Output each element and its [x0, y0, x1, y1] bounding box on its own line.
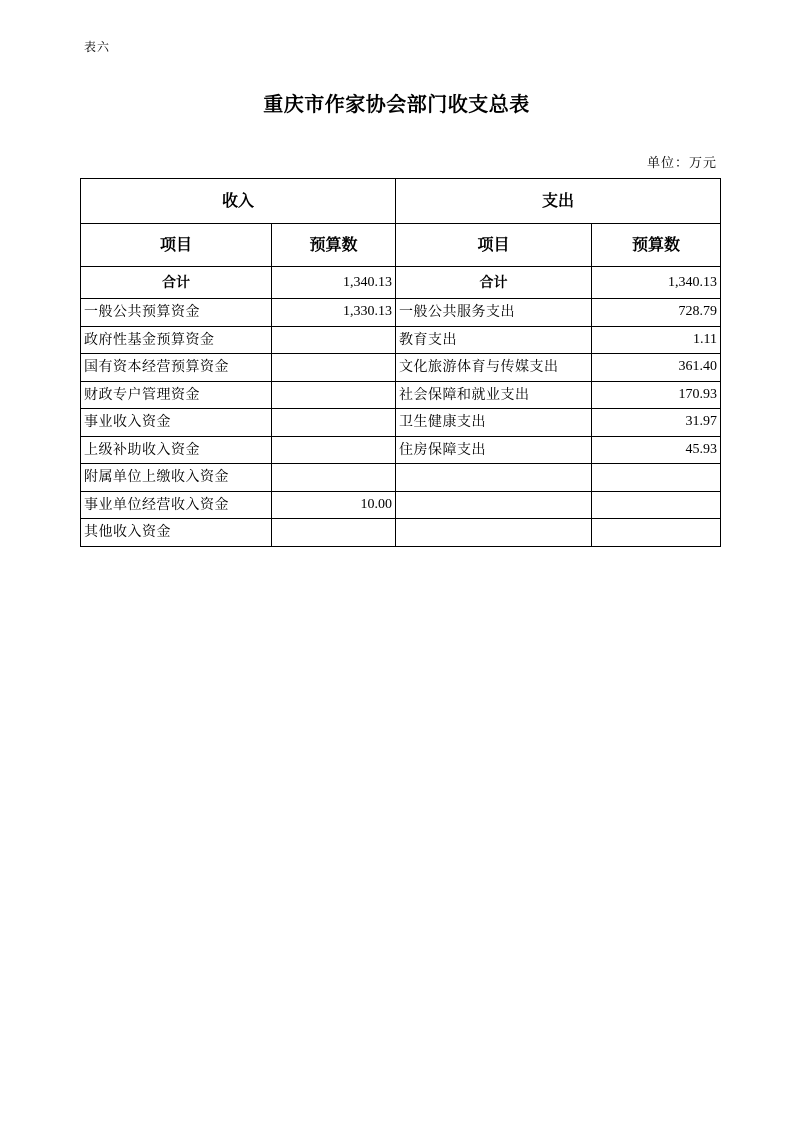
expense-value-cell — [592, 491, 721, 519]
total-row — [81, 267, 721, 299]
expense-item-cell: 文化旅游体育与传媒支出 — [396, 354, 592, 382]
income-total-label: 合计 — [81, 267, 272, 299]
table-row — [81, 381, 721, 409]
income-item-cell: 财政专户管理资金 — [81, 381, 272, 409]
table-row — [81, 354, 721, 382]
section-header-row — [81, 179, 721, 224]
page-title: 重庆市作家协会部门收支总表 — [263, 92, 530, 116]
income-budget-column-header: 预算数 — [272, 224, 396, 267]
income-item-cell: 事业单位经营收入资金 — [81, 491, 272, 519]
expense-item-cell: 住房保障支出 — [396, 436, 592, 464]
income-value-cell — [272, 326, 396, 354]
income-value-cell — [272, 464, 396, 492]
income-value-cell — [272, 409, 396, 437]
expense-item-cell: 卫生健康支出 — [396, 409, 592, 437]
income-section-header: 收入 — [81, 179, 396, 224]
income-item-cell: 一般公共预算资金 — [81, 299, 272, 327]
income-item-cell: 事业收入资金 — [81, 409, 272, 437]
table-row — [81, 491, 721, 519]
expense-value-cell: 361.40 — [592, 354, 721, 382]
income-value-cell — [272, 354, 396, 382]
expense-value-cell: 1.11 — [592, 326, 721, 354]
expense-value-cell: 31.97 — [592, 409, 721, 437]
expense-value-cell: 170.93 — [592, 381, 721, 409]
table-row — [81, 464, 721, 492]
income-value-cell: 1,330.13 — [272, 299, 396, 327]
expense-item-cell — [396, 464, 592, 492]
expense-item-column-header: 项目 — [396, 224, 592, 267]
expense-value-cell: 728.79 — [592, 299, 721, 327]
income-value-cell — [272, 436, 396, 464]
column-header-row — [81, 224, 721, 267]
expense-value-cell — [592, 519, 721, 547]
expense-total-label: 合计 — [396, 267, 592, 299]
income-item-cell: 上级补助收入资金 — [81, 436, 272, 464]
expense-item-cell: 教育支出 — [396, 326, 592, 354]
expense-value-cell: 45.93 — [592, 436, 721, 464]
table-row — [81, 326, 721, 354]
expense-item-cell: 社会保障和就业支出 — [396, 381, 592, 409]
income-total-value: 1,340.13 — [272, 267, 396, 299]
income-item-cell: 国有资本经营预算资金 — [81, 354, 272, 382]
income-item-column-header: 项目 — [81, 224, 272, 267]
unit-label: 单位：万元 — [646, 156, 717, 171]
expense-total-value: 1,340.13 — [592, 267, 721, 299]
table-row — [81, 436, 721, 464]
table-row — [81, 299, 721, 327]
table-number-label: 表六 — [84, 40, 111, 54]
expense-value-cell — [592, 464, 721, 492]
income-item-cell: 其他收入资金 — [81, 519, 272, 547]
income-item-cell: 政府性基金预算资金 — [81, 326, 272, 354]
expense-item-cell — [396, 519, 592, 547]
table-row — [81, 519, 721, 547]
revenue-expenditure-table — [80, 178, 721, 547]
expense-item-cell — [396, 491, 592, 519]
expense-budget-column-header: 预算数 — [592, 224, 721, 267]
income-item-cell: 附属单位上缴收入资金 — [81, 464, 272, 492]
table-row — [81, 409, 721, 437]
expense-section-header: 支出 — [396, 179, 721, 224]
income-value-cell — [272, 381, 396, 409]
income-value-cell: 10.00 — [272, 491, 396, 519]
expense-item-cell: 一般公共服务支出 — [396, 299, 592, 327]
income-value-cell — [272, 519, 396, 547]
